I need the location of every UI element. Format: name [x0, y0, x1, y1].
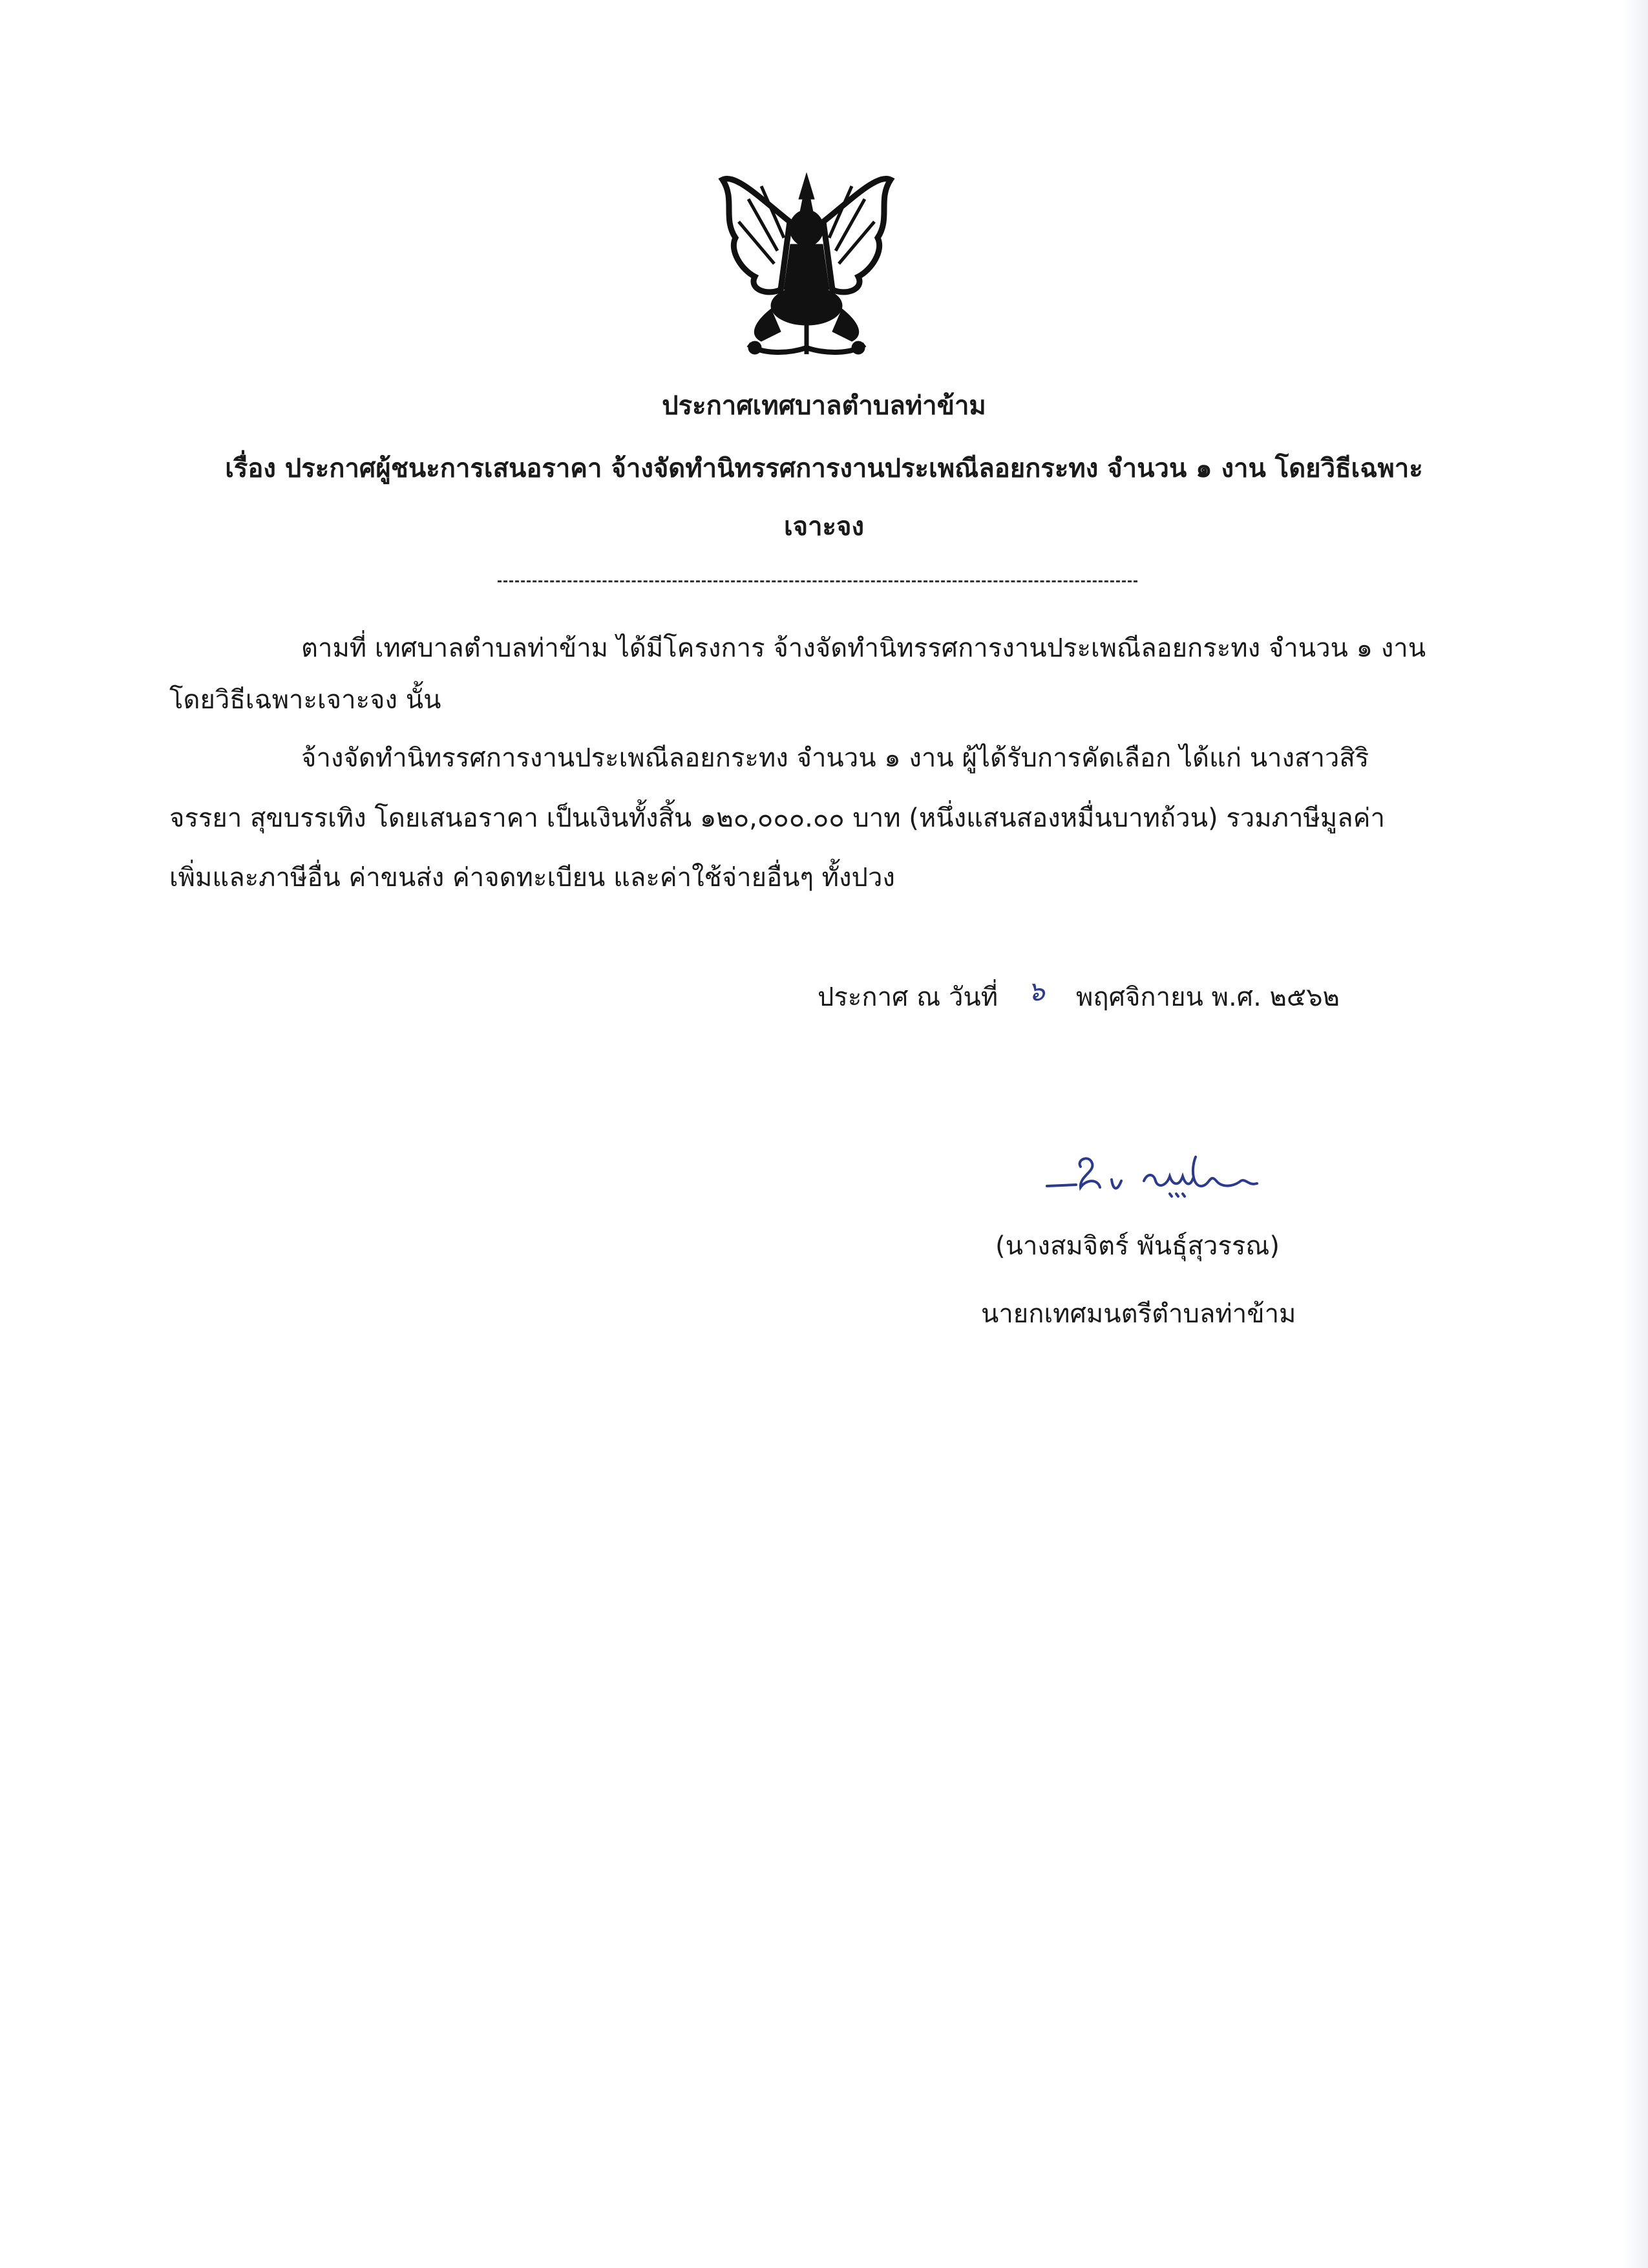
subject-line-1: เรื่อง ประกาศผู้ชนะการเสนอราคา จ้างจัดทำนิทรรศการงานประเพณีลอยกระทง จำนวน ๑ งาน โดยวิธีเฉพาะ	[225, 454, 1423, 483]
announce-date-prefix: ประกาศ ณ วันที่	[818, 982, 998, 1012]
paragraph-1-line-1: ตามที่ เทศบาลตำบลท่าข้าม ได้มีโครงการ จ้างจัดทำนิทรรศการงานประเพณีลอยกระทง จำนวน ๑ งาน	[301, 633, 1426, 663]
signature-image	[1041, 1141, 1273, 1225]
separator-line	[498, 580, 1137, 582]
handwritten-day: ๖	[1028, 975, 1045, 1007]
paragraph-2-line-2: จรรยา สุขบรรเทิง โดยเสนอราคา เป็นเงินทั้งสิ้น ๑๒๐,๐๐๐.๐๐ บาท (หนึ่งแสนสองหมื่นบาทถ้วน) รวมภาษีมูลค่า	[169, 803, 1385, 833]
signatory-position: นายกเทศมนตรีตำบลท่าข้าม	[981, 1299, 1296, 1329]
paragraph-2-line-3: เพิ่มและภาษีอื่น ค่าขนส่ง ค่าจดทะเบียน และค่าใช้จ่ายอื่นๆ ทั้งปวง	[169, 863, 895, 893]
garuda-emblem-icon	[710, 160, 903, 367]
paragraph-2-line-1: จ้างจัดทำนิทรรศการงานประเพณีลอยกระทง จำนวน ๑ งาน ผู้ได้รับการคัดเลือก ได้แก่ นางสาวสิริ	[301, 743, 1369, 773]
signatory-name: (นางสมจิตร์ พันธุ์สุวรรณ)	[995, 1231, 1280, 1261]
scan-edge	[1622, 0, 1648, 2268]
announcement-title: ประกาศเทศบาลตำบลท่าข้าม	[662, 391, 986, 421]
paragraph-1-line-2: โดยวิธีเฉพาะเจาะจง นั้น	[169, 685, 441, 715]
announce-date-suffix: พฤศจิกายน พ.ศ. ๒๕๖๒	[1076, 982, 1340, 1012]
subject-line-2: เจาะจง	[783, 512, 865, 542]
